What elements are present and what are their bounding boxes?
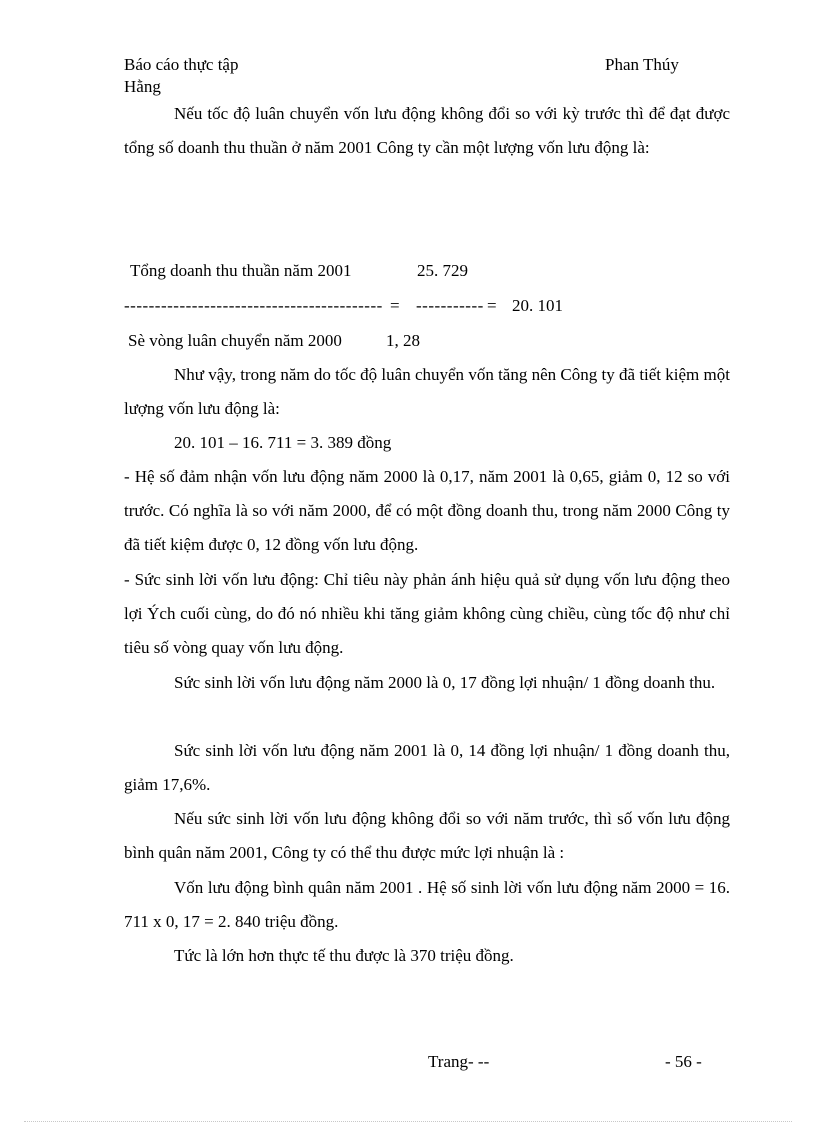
- formula-result: 20. 101: [512, 296, 563, 315]
- paragraph-3: - Hệ số đảm nhận vốn lưu động năm 2000 là 0,17, năm 2001 là 0,65, giảm 0, 12 so với trước. Có nghĩa là so với năm 2000, để có một đồng doanh thu, trong năm 2000 Công ty đã tiết kiệm được 0, 12 đồng vốn lưu động.: [124, 467, 730, 554]
- paragraph-1: Nếu tốc độ luân chuyển vốn lưu động không đổi so với kỳ trước thì để đạt được tổng số doanh thu thuần ở năm 2001 Công ty cần một lượng vốn lưu động là:: [124, 104, 730, 157]
- paragraph-6: Sức sinh lời vốn lưu động năm 2001 là 0, 14 đồng lợi nhuận/ 1 đồng doanh thu, giảm 17,6%.: [124, 741, 730, 794]
- paragraph-2: Như vậy, trong năm do tốc độ luân chuyển vốn tăng nên Công ty đã tiết kiệm một lượng vốn lưu động là:: [124, 365, 730, 418]
- formula-numerator-value: 25. 729: [417, 261, 468, 280]
- formula-denominator-label: Sè vòng luân chuyển năm 2000: [128, 331, 342, 350]
- formula-equals-1: =: [390, 296, 400, 315]
- page-bottom-border: [24, 1121, 792, 1122]
- footer-page-label: Trang- --: [428, 1052, 490, 1071]
- paragraph-5: Sức sinh lời vốn lưu động năm 2000 là 0, 17 đồng lợi nhuận/ 1 đồng doanh thu.: [174, 673, 716, 692]
- header-left: Báo cáo thực tập: [124, 55, 239, 74]
- paragraph-9: Tức là lớn hơn thực tế thu được là 370 triệu đồng.: [174, 946, 514, 965]
- formula-short-dash: -----------: [416, 296, 484, 315]
- formula-long-dash: ------------------------------------------: [124, 296, 383, 315]
- calculation-line: 20. 101 – 16. 711 = 3. 389 đồng: [174, 433, 392, 452]
- formula-denominator-value: 1, 28: [386, 331, 420, 350]
- formula-equals-2: =: [487, 296, 497, 315]
- paragraph-8: Vốn lưu động bình quân năm 2001 . Hệ số sinh lời vốn lưu động năm 2000 = 16. 711 x 0, 17 = 2. 840 triệu đồng.: [124, 878, 730, 931]
- formula-numerator-label: Tổng doanh thu thuần năm 2001: [130, 261, 352, 280]
- header-right: Phan Thúy: [605, 55, 679, 74]
- header-left-cont: Hằng: [124, 77, 161, 96]
- paragraph-7: Nếu sức sinh lời vốn lưu động không đổi so với năm trước, thì số vốn lưu động bình quân năm 2001, Công ty có thể thu được mức lợi nhuận là :: [124, 809, 730, 862]
- paragraph-4: - Sức sinh lời vốn lưu động: Chỉ tiêu này phản ánh hiệu quả sử dụng vốn lưu động theo lợi Ých cuối cùng, do đó nó nhiều khi tăng giảm không cùng chiều, cùng tốc độ như chỉ tiêu số vòng quay vốn lưu động.: [124, 570, 730, 657]
- footer-page-number: - 56 -: [665, 1052, 702, 1071]
